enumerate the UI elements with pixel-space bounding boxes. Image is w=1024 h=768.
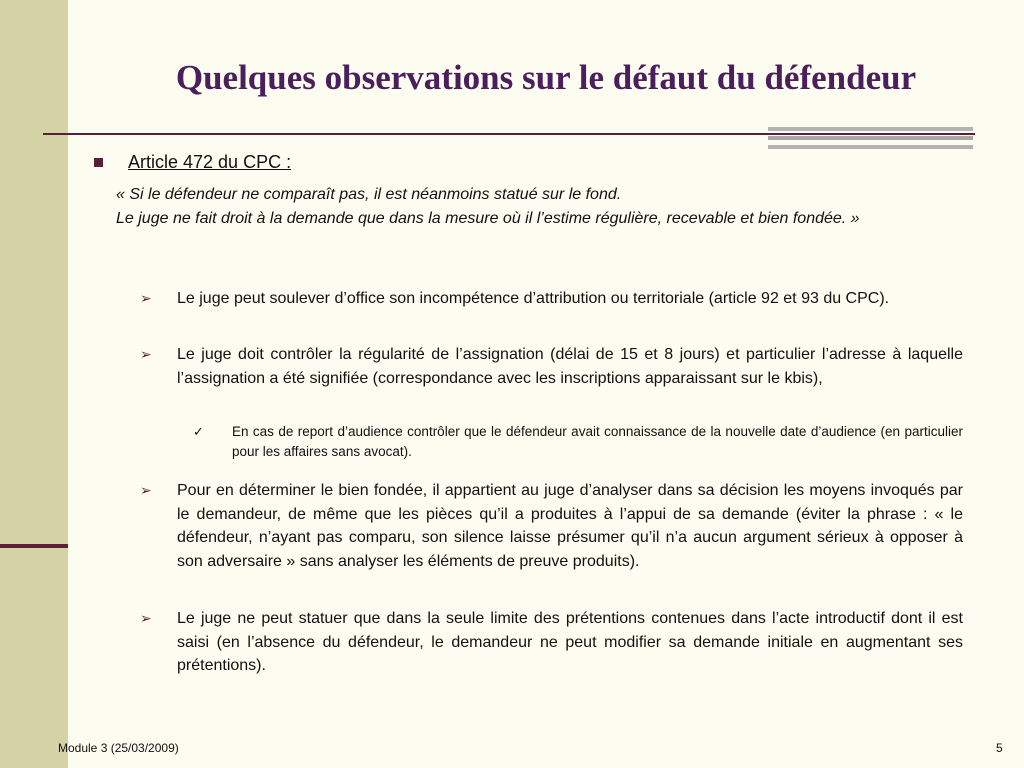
stripe: [768, 127, 973, 131]
quote-line: « Si le défendeur ne comparaît pas, il est néanmoins statué sur le fond.: [116, 186, 622, 203]
bullet-text: Pour en déterminer le bien fondée, il appartient au juge d’analyser dans sa décision les moyens invoqués par le demandeur, de même que les pièces qu’il a produites à l’appui de sa demande (éviter la phrase : « le défendeur, n’ayant pas comparu, son silence laisse présumer qu’il n’a aucun argument sérieux à opposer à son adversaire » sans analyser les éléments de preuve produits).: [177, 482, 963, 570]
sub-bullet-item: [193, 422, 963, 462]
bullet-item: [140, 607, 963, 678]
footer-module-date: Module 3 (25/03/2009): [58, 741, 179, 755]
bullet-item: [140, 479, 963, 573]
page-number: 5: [996, 741, 1003, 755]
bullet-item: [140, 287, 963, 311]
arrow-bullet-icon: ➢: [140, 482, 152, 498]
article-heading: Article 472 du CPC :: [128, 152, 292, 172]
quote-line: Le juge ne fait droit à la demande que dans la mesure où il l’estime régulière, recevable et bien fondée. »: [116, 209, 860, 227]
stripe: [768, 136, 973, 140]
bullet-text: Le juge ne peut statuer que dans la seule limite des prétentions contenues dans l’acte introductif dont il est saisi (en l’absence du défendeur, le demandeur ne peut modifier sa demande initiale en augmentant ses prétentions).: [177, 610, 963, 674]
title-stripes-decoration: [768, 127, 973, 149]
bullet-item: [140, 343, 963, 390]
square-bullet-icon: [94, 158, 103, 167]
left-band-divider: [0, 544, 68, 548]
bullet-text: Le juge peut soulever d’office son incompétence d’attribution ou territoriale (article 92 et 93 du CPC).: [177, 290, 890, 307]
check-bullet-icon: ✓: [193, 424, 204, 439]
left-decorative-band: [0, 0, 68, 768]
bullet-text: Le juge doit contrôler la régularité de l’assignation (délai de 15 et 8 jours) et particulier l’adresse à laquelle l’assignation a été signifiée (correspondance avec les inscriptions apparaissant sur le kbis),: [177, 346, 963, 387]
slide-title: Quelques observations sur le défaut du défendeur: [175, 58, 917, 97]
sub-bullet-text: En cas de report d’audience contrôler que le défendeur avait connaissance de la nouvelle date d’audience (en particulier pour les affaires sans avocat).: [232, 424, 963, 459]
arrow-bullet-icon: ➢: [140, 290, 152, 306]
article-quote: [116, 183, 966, 230]
arrow-bullet-icon: ➢: [140, 346, 152, 362]
stripe: [768, 145, 973, 149]
arrow-bullet-icon: ➢: [140, 610, 152, 626]
